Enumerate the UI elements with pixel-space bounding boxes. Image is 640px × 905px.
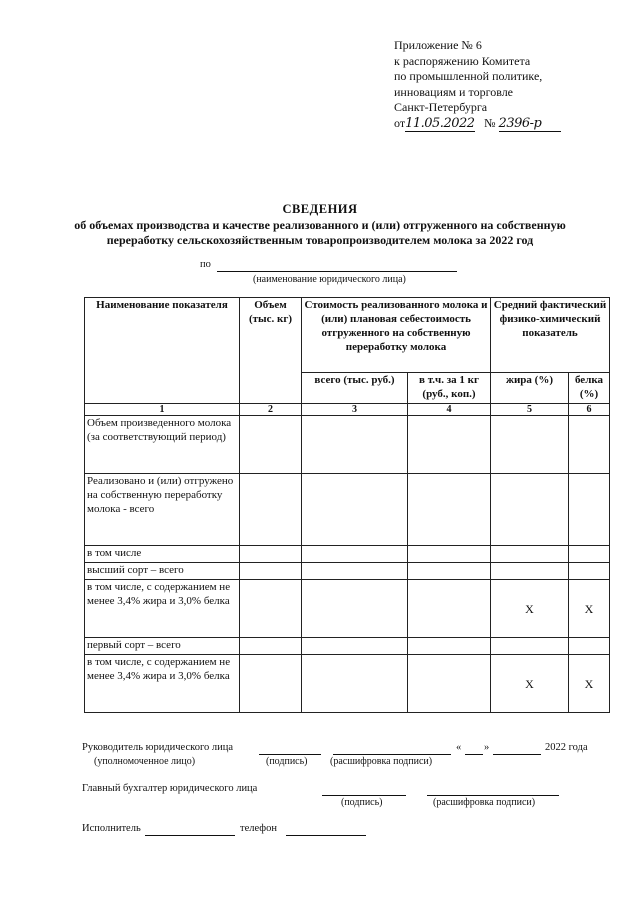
from-prefix: от <box>394 115 406 130</box>
subtitle-line-1: об объемах производства и качестве реализованного и (или) отгруженного на собственную <box>74 218 566 232</box>
cell-fat <box>491 546 569 563</box>
row-label: в том числе, с содержанием не менее 3,4% жира и 3,0% белка <box>85 580 240 638</box>
cell-fat <box>491 563 569 580</box>
accountant-signature-caption: (подпись) <box>341 797 383 808</box>
head-signature-line <box>259 754 321 755</box>
document-subtitle <box>40 218 600 248</box>
entity-prefix: по <box>200 259 211 270</box>
header-volume: Объем (тыс. кг) <box>240 298 302 404</box>
row-label: высший сорт – всего <box>85 563 240 580</box>
date-close-quote: » <box>484 742 490 753</box>
header-fat: жира (%) <box>491 373 569 404</box>
cell-volume <box>240 580 302 638</box>
column-number: 2 <box>240 404 302 416</box>
row-label: в том числе <box>85 546 240 563</box>
row-label: первый сорт – всего <box>85 638 240 655</box>
date-open-quote: « <box>456 742 462 753</box>
cell-cost-per-kg <box>408 638 491 655</box>
head-label: Руководитель юридического лица <box>82 742 234 753</box>
row-label: Объем произведенного молока (за соответствующий период) <box>85 416 240 474</box>
cell-volume <box>240 638 302 655</box>
appendix-date-line <box>394 116 561 133</box>
header-name: Наименование показателя <box>85 298 240 404</box>
head-signature-caption: (подпись) <box>266 756 308 767</box>
cell-fat <box>491 416 569 474</box>
row-label: Реализовано и (или) отгружено на собственную переработку молока - всего <box>85 474 240 546</box>
table-row <box>85 563 610 580</box>
table-row <box>85 474 610 546</box>
handwritten-date: 11.05.2022 <box>405 115 475 131</box>
cell-cost-total <box>302 563 408 580</box>
cell-cost-total <box>302 638 408 655</box>
cell-cost-per-kg <box>408 546 491 563</box>
header-cost-total: всего (тыс. руб.) <box>302 373 408 404</box>
subtitle-line-2: переработку сельскохозяйственным товаропроизводителем молока за 2022 год <box>106 233 534 247</box>
appendix-line: к распоряжению Комитета <box>394 53 531 68</box>
table-row <box>85 638 610 655</box>
phone-line <box>286 835 366 836</box>
executor-line <box>145 835 235 836</box>
head-sub-caption: (уполномоченное лицо) <box>94 756 196 767</box>
table-row <box>85 580 610 638</box>
appendix-block <box>394 38 561 132</box>
date-month-line <box>493 754 541 755</box>
cell-cost-per-kg <box>408 580 491 638</box>
cell-cost-total <box>302 655 408 713</box>
cell-cost-total <box>302 416 408 474</box>
cell-volume <box>240 655 302 713</box>
appendix-line: инновациям и торговле <box>394 84 514 99</box>
header-protein: белка (%) <box>569 373 610 404</box>
header-cost: Стоимость реализованного молока и (или) плановая себестоимость отгруженного на собственную переработку молока <box>302 298 491 373</box>
cell-volume <box>240 563 302 580</box>
handwritten-number: 2396-р <box>499 116 561 133</box>
cell-cost-total <box>302 580 408 638</box>
column-number: 6 <box>569 404 610 416</box>
entity-caption: (наименование юридического лица) <box>253 274 406 285</box>
accountant-signature-line <box>322 795 406 796</box>
year-text: 2022 года <box>545 742 588 753</box>
table-row <box>85 655 610 713</box>
appendix-line: по промышленной политике, <box>394 69 543 83</box>
executor-label: Исполнитель <box>82 823 141 834</box>
cell-protein <box>569 416 610 474</box>
cell-cost-per-kg <box>408 474 491 546</box>
date-day-line <box>465 754 483 755</box>
header-quality: Средний фактический физико-химический показатель <box>491 298 610 373</box>
table-row <box>85 416 610 474</box>
cell-cost-total <box>302 546 408 563</box>
cell-fat: Х <box>491 580 569 638</box>
cell-cost-per-kg <box>408 563 491 580</box>
cell-cost-per-kg <box>408 416 491 474</box>
entity-name-line <box>217 271 457 272</box>
phone-label: телефон <box>240 823 277 834</box>
column-number: 5 <box>491 404 569 416</box>
cell-protein <box>569 546 610 563</box>
table-row <box>85 546 610 563</box>
cell-fat <box>491 638 569 655</box>
cell-volume <box>240 546 302 563</box>
cell-protein <box>569 563 610 580</box>
document-title: СВЕДЕНИЯ <box>282 202 358 216</box>
cell-protein: Х <box>569 655 610 713</box>
column-number: 1 <box>85 404 240 416</box>
column-number: 3 <box>302 404 408 416</box>
accountant-decoding-caption: (расшифровка подписи) <box>433 797 536 808</box>
accountant-label: Главный бухгалтер юридического лица <box>82 783 258 794</box>
cell-volume <box>240 474 302 546</box>
accountant-decoding-line <box>427 795 559 796</box>
cell-protein <box>569 474 610 546</box>
cell-fat: Х <box>491 655 569 713</box>
head-decoding-line <box>333 754 451 755</box>
appendix-line: Приложение № 6 <box>394 38 482 52</box>
cell-cost-per-kg <box>408 655 491 713</box>
appendix-line: Санкт-Петербурга <box>394 100 488 114</box>
number-prefix: № <box>484 115 496 130</box>
cell-fat <box>491 474 569 546</box>
head-decoding-caption: (расшифровка подписи) <box>330 756 433 767</box>
header-cost-per-kg: в т.ч. за 1 кг (руб., коп.) <box>408 373 491 404</box>
cell-protein: Х <box>569 580 610 638</box>
cell-cost-total <box>302 474 408 546</box>
data-table <box>84 297 610 713</box>
row-label: в том числе, с содержанием не менее 3,4% жира и 3,0% белка <box>85 655 240 713</box>
cell-protein <box>569 638 610 655</box>
column-number: 4 <box>408 404 491 416</box>
cell-volume <box>240 416 302 474</box>
